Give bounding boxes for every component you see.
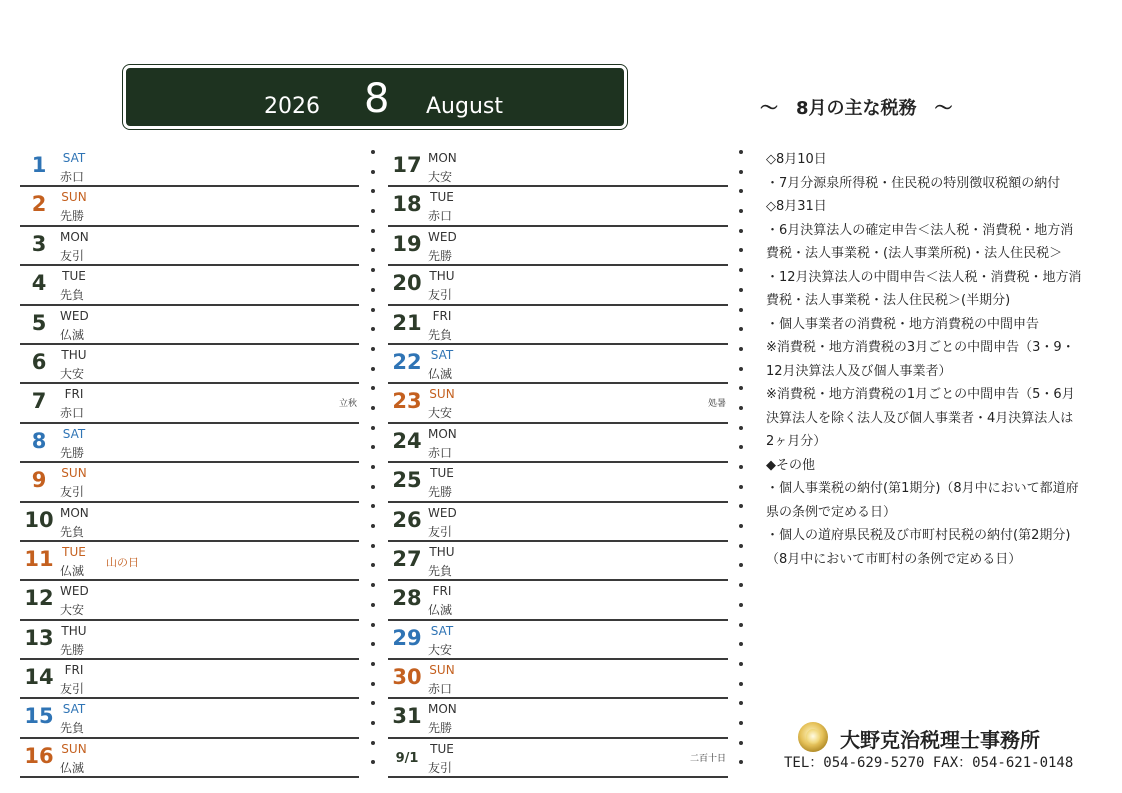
rokuyo-label: 赤口 — [60, 406, 85, 421]
day-row — [20, 424, 359, 463]
seasonal-note: 二百十日 — [689, 753, 726, 764]
day-number: 10 — [24, 507, 54, 532]
divider-dot — [371, 347, 375, 351]
day-row — [20, 345, 359, 384]
divider-dot — [739, 465, 743, 469]
day-number: 31 — [392, 704, 422, 729]
rokuyo-label: 大安 — [428, 406, 453, 421]
day-of-week: SUN — [429, 663, 455, 678]
day-number: 19 — [392, 231, 422, 256]
day-row — [20, 660, 359, 699]
divider-dot — [739, 603, 743, 607]
day-number: 2 — [31, 192, 47, 217]
divider-dot — [371, 741, 375, 745]
day-row — [20, 187, 359, 226]
day-number: 12 — [24, 586, 54, 611]
day-number: 5 — [31, 310, 47, 335]
header-year: 2026 — [264, 94, 320, 119]
rokuyo-label: 先勝 — [60, 642, 85, 657]
day-row — [388, 306, 728, 345]
header-month-name: August — [426, 94, 503, 119]
day-number: 16 — [24, 743, 54, 768]
day-number: 17 — [392, 153, 422, 177]
divider-dot — [371, 563, 375, 567]
day-row — [388, 739, 728, 778]
calendar-column-left — [20, 148, 359, 778]
day-of-week: SAT — [62, 151, 86, 165]
seasonal-note: 立秋 — [338, 399, 357, 410]
tax-line: ◇8月10日 — [766, 152, 827, 167]
seasonal-note: 処暑 — [707, 399, 726, 410]
rokuyo-label: 仏滅 — [60, 760, 85, 775]
gold-emblem-icon — [798, 722, 828, 752]
divider-dot — [371, 170, 375, 174]
day-row — [20, 581, 359, 620]
rokuyo-label: 仏滅 — [428, 366, 453, 381]
divider-dot — [371, 465, 375, 469]
day-of-week: FRI — [64, 663, 84, 678]
day-of-week: THU — [61, 623, 87, 638]
rokuyo-label: 仏滅 — [60, 563, 85, 578]
divider-dot — [739, 170, 743, 174]
day-of-week: TUE — [430, 466, 454, 481]
day-number: 7 — [31, 389, 47, 414]
divider-dot — [371, 524, 375, 528]
day-of-week: THU — [429, 269, 455, 284]
day-of-week: WED — [428, 229, 457, 244]
rokuyo-label: 先負 — [60, 721, 85, 736]
day-row — [388, 345, 728, 384]
day-number: 18 — [392, 192, 422, 217]
day-of-week: SUN — [429, 387, 455, 402]
divider-dot — [371, 544, 375, 548]
day-of-week: SUN — [61, 466, 87, 481]
day-number: 3 — [31, 231, 47, 256]
day-number: 30 — [392, 665, 422, 690]
divider-dot — [371, 268, 375, 272]
day-row — [388, 148, 728, 187]
divider-dot — [371, 209, 375, 213]
day-number: 13 — [24, 625, 54, 650]
day-row — [388, 542, 728, 581]
day-of-week: MON — [428, 151, 457, 165]
day-of-week: FRI — [432, 584, 452, 599]
day-number: 20 — [392, 271, 422, 296]
day-number: 23 — [392, 389, 422, 414]
rokuyo-label: 赤口 — [428, 209, 453, 224]
office-name: 大野克治税理士事務所 — [840, 728, 1040, 752]
day-of-week: SUN — [61, 190, 87, 205]
rokuyo-label: 先勝 — [60, 209, 85, 224]
dot-divider-right — [739, 150, 745, 780]
day-number: 9 — [31, 468, 47, 493]
tax-line: 県の条例で定める日） — [766, 504, 897, 520]
header-month: 8 — [364, 76, 390, 122]
divider-dot — [739, 209, 743, 213]
divider-dot — [371, 150, 375, 154]
day-of-week: FRI — [432, 308, 452, 323]
rokuyo-label: 赤口 — [428, 682, 453, 697]
divider-dot — [371, 682, 375, 686]
divider-dot — [371, 721, 375, 725]
dot-divider-left — [371, 150, 377, 780]
tax-line: 費税・法人事業税・法人住民税＞(半期分) — [766, 293, 1011, 308]
day-row — [388, 424, 728, 463]
day-row — [388, 621, 728, 660]
day-row — [388, 227, 728, 266]
day-row — [20, 384, 359, 423]
rokuyo-label: 赤口 — [60, 170, 85, 184]
day-of-week: THU — [61, 347, 87, 362]
tax-line: ・個人事業者の消費税・地方消費税の中間申告 — [766, 316, 1040, 332]
tax-line: ※消費税・地方消費税の3月ごとの中間申告（3・9・ — [766, 340, 1075, 355]
rokuyo-label: 仏滅 — [60, 327, 85, 342]
office-contact: TEL：054-629-5270 FAX：054-621-0148 — [784, 755, 1074, 771]
divider-dot — [371, 603, 375, 607]
rokuyo-label: 大安 — [428, 170, 453, 184]
divider-dot — [739, 760, 743, 764]
divider-dot — [739, 662, 743, 666]
day-row — [20, 621, 359, 660]
day-of-week: SAT — [62, 426, 86, 441]
day-number: 25 — [392, 468, 422, 493]
divider-dot — [739, 544, 743, 548]
day-row — [388, 699, 728, 738]
day-row — [388, 581, 728, 620]
divider-dot — [739, 268, 743, 272]
day-number: 9/1 — [395, 750, 419, 766]
day-row — [388, 187, 728, 226]
divider-dot — [371, 583, 375, 587]
divider-dot — [739, 701, 743, 705]
tax-line: ・個人事業税の納付(第1期分)（8月中において都道府 — [766, 481, 1079, 496]
tax-list — [766, 148, 1116, 571]
day-row — [20, 739, 359, 778]
calendar-header — [124, 66, 626, 128]
divider-dot — [371, 504, 375, 508]
day-row — [388, 463, 728, 502]
day-of-week: TUE — [62, 269, 86, 284]
rokuyo-label: 先負 — [428, 327, 453, 342]
tax-line: 決算法人を除く法人及び個人事業者・4月決算法人は — [766, 410, 1074, 426]
divider-dot — [739, 347, 743, 351]
day-of-week: SUN — [61, 741, 87, 756]
divider-dot — [739, 504, 743, 508]
tax-line: 12月決算法人及び個人事業者） — [766, 363, 952, 379]
tax-line: 2ヶ月分） — [766, 434, 827, 449]
day-of-week: SAT — [62, 702, 86, 717]
divider-dot — [371, 386, 375, 390]
day-of-week: SAT — [430, 347, 454, 362]
day-number: 1 — [31, 153, 47, 177]
divider-dot — [739, 485, 743, 489]
rokuyo-label: 友引 — [60, 682, 85, 697]
day-of-week: MON — [428, 426, 457, 441]
rokuyo-label: 友引 — [60, 485, 85, 500]
divider-dot — [371, 485, 375, 489]
divider-dot — [739, 682, 743, 686]
tax-line: ・12月決算法人の中間申告＜法人税・消費税・地方消 — [766, 269, 1082, 285]
divider-dot — [739, 623, 743, 627]
tax-line: ◇8月31日 — [766, 199, 827, 214]
rokuyo-label: 先負 — [60, 524, 85, 539]
day-number: 8 — [31, 428, 47, 453]
divider-dot — [739, 248, 743, 252]
divider-dot — [371, 642, 375, 646]
divider-dot — [371, 327, 375, 331]
rokuyo-label: 大安 — [428, 642, 453, 657]
divider-dot — [371, 406, 375, 410]
divider-dot — [739, 229, 743, 233]
day-row — [388, 660, 728, 699]
rokuyo-label: 友引 — [428, 288, 453, 303]
day-of-week: MON — [60, 229, 89, 244]
rokuyo-label: 先勝 — [428, 485, 453, 500]
day-number: 28 — [392, 586, 422, 611]
day-number: 4 — [31, 271, 47, 296]
divider-dot — [371, 308, 375, 312]
tax-line: （8月中において市町村の条例で定める日） — [766, 551, 1022, 567]
rokuyo-label: 先勝 — [428, 248, 453, 263]
tax-line: 費税・法人事業税・(法人事業所税)・法人住民税＞ — [766, 246, 1063, 261]
day-number: 15 — [24, 704, 54, 729]
day-row — [20, 503, 359, 542]
divider-dot — [371, 426, 375, 430]
rokuyo-label: 先負 — [428, 563, 453, 578]
divider-dot — [371, 662, 375, 666]
calendar-column-right — [388, 148, 728, 778]
rokuyo-label: 大安 — [60, 366, 85, 381]
divider-dot — [739, 445, 743, 449]
divider-dot — [371, 760, 375, 764]
tax-line: ※消費税・地方消費税の1月ごとの中間申告（5・6月 — [766, 387, 1075, 402]
rokuyo-label: 友引 — [428, 524, 453, 539]
day-of-week: WED — [60, 308, 89, 323]
divider-dot — [371, 248, 375, 252]
day-of-week: MON — [60, 505, 89, 520]
day-number: 21 — [392, 310, 422, 335]
day-of-week: THU — [429, 544, 455, 559]
divider-dot — [739, 288, 743, 292]
rokuyo-label: 大安 — [60, 603, 85, 618]
day-number: 29 — [392, 625, 422, 650]
tax-line: ・6月決算法人の確定申告＜法人税・消費税・地方消 — [766, 222, 1074, 238]
rokuyo-label: 仏滅 — [428, 603, 453, 618]
rokuyo-label: 赤口 — [428, 445, 453, 460]
divider-dot — [739, 426, 743, 430]
tax-line: ・7月分源泉所得税・住民税の特別徴収税額の納付 — [766, 175, 1061, 191]
day-row — [20, 542, 359, 581]
day-row — [20, 227, 359, 266]
day-number: 26 — [392, 507, 422, 532]
divider-dot — [739, 721, 743, 725]
divider-dot — [739, 642, 743, 646]
divider-dot — [739, 524, 743, 528]
day-row — [20, 148, 359, 187]
day-of-week: WED — [428, 505, 457, 520]
day-of-week: SAT — [430, 623, 454, 638]
divider-dot — [371, 367, 375, 371]
day-of-week: FRI — [64, 387, 84, 402]
divider-dot — [739, 367, 743, 371]
tax-section-title: ～ 8月の主な税務 ～ — [760, 98, 953, 119]
day-of-week: WED — [60, 584, 89, 599]
divider-dot — [739, 150, 743, 154]
day-number: 27 — [392, 546, 422, 571]
divider-dot — [371, 701, 375, 705]
divider-dot — [371, 189, 375, 193]
day-row — [20, 306, 359, 345]
divider-dot — [371, 445, 375, 449]
day-number: 24 — [392, 428, 422, 453]
rokuyo-label: 先勝 — [60, 445, 85, 460]
day-row — [20, 699, 359, 738]
day-number: 6 — [31, 349, 47, 374]
day-row — [388, 503, 728, 542]
day-of-week: TUE — [62, 544, 86, 559]
day-row — [20, 463, 359, 502]
divider-dot — [739, 563, 743, 567]
day-row — [388, 384, 728, 423]
tax-line: ◆その他 — [766, 457, 815, 473]
day-number: 11 — [24, 546, 54, 571]
day-of-week: TUE — [430, 741, 454, 756]
day-of-week: MON — [428, 702, 457, 717]
divider-dot — [371, 288, 375, 292]
divider-dot — [739, 308, 743, 312]
day-row — [20, 266, 359, 305]
day-number: 22 — [392, 349, 422, 374]
day-of-week: TUE — [430, 190, 454, 205]
day-number: 14 — [24, 665, 54, 690]
holiday-label: 山の日 — [106, 555, 139, 569]
divider-dot — [371, 229, 375, 233]
tax-line: ・個人の道府県民税及び市町村民税の納付(第2期分) — [766, 528, 1071, 543]
rokuyo-label: 友引 — [428, 760, 453, 775]
divider-dot — [739, 327, 743, 331]
divider-dot — [739, 741, 743, 745]
divider-dot — [739, 406, 743, 410]
rokuyo-label: 先負 — [60, 288, 85, 303]
divider-dot — [739, 386, 743, 390]
divider-dot — [739, 583, 743, 587]
day-row — [388, 266, 728, 305]
rokuyo-label: 友引 — [60, 248, 85, 263]
divider-dot — [371, 623, 375, 627]
rokuyo-label: 先勝 — [428, 721, 453, 736]
divider-dot — [739, 189, 743, 193]
